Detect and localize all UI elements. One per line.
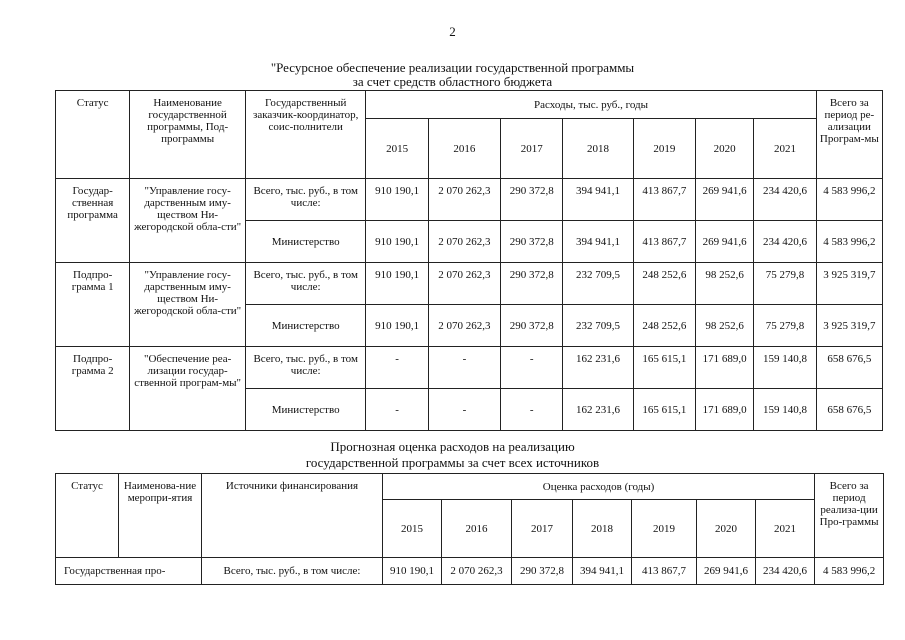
- header-program-name: Наименование государственной программы, Под-программы: [130, 91, 246, 179]
- value-cell: 232 709,5: [563, 305, 633, 347]
- value-cell: 910 190,1: [383, 558, 442, 585]
- header-status: Статус: [56, 91, 130, 179]
- value-cell: 75 279,8: [754, 305, 816, 347]
- value-cell: 910 190,1: [366, 179, 428, 221]
- year-header: 2016: [442, 500, 512, 558]
- year-header: 2019: [632, 500, 697, 558]
- forecast-table: [55, 473, 884, 585]
- total-cell: 4 583 996,2: [816, 221, 882, 263]
- table2-title-line2: государственной программы за счет всех источников: [305, 455, 600, 470]
- value-cell: 2 070 262,3: [428, 305, 500, 347]
- value-cell: 248 252,6: [633, 305, 695, 347]
- value-cell: -: [366, 347, 428, 389]
- value-cell: 159 140,8: [754, 347, 816, 389]
- year-header: 2020: [697, 500, 756, 558]
- year-header: 2018: [563, 119, 633, 179]
- program-name-cell: "Обеспечение реа-лизации государ-ственной програм-мы": [130, 347, 246, 431]
- value-cell: 165 615,1: [633, 347, 695, 389]
- total-cell: 3 925 319,7: [816, 305, 882, 347]
- value-cell: 75 279,8: [754, 263, 816, 305]
- value-cell: 98 252,6: [696, 305, 754, 347]
- total-cell: 658 676,5: [816, 347, 882, 389]
- header-status: Статус: [56, 474, 119, 558]
- value-cell: 290 372,8: [501, 221, 563, 263]
- status-cell: Подпро-грамма 1: [56, 263, 130, 347]
- resource-table: [55, 90, 883, 431]
- program-name-cell: "Управление госу-дарственным иму-ществом Ни-жегородской обла-сти": [130, 263, 246, 347]
- value-cell: 171 689,0: [696, 389, 754, 431]
- value-cell: 413 867,7: [633, 221, 695, 263]
- value-cell: 2 070 262,3: [428, 221, 500, 263]
- header-customer: Государственный заказчик-координатор, соис-полнители: [245, 91, 366, 179]
- table1-title-line2: за счет средств областного бюджета: [352, 74, 553, 89]
- year-header: 2015: [383, 500, 442, 558]
- customer-cell: Всего, тыс. руб., в том числе:: [245, 347, 366, 389]
- value-cell: 232 709,5: [563, 263, 633, 305]
- year-header: 2021: [756, 500, 815, 558]
- header-estimate: Оценка расходов (годы): [383, 474, 815, 500]
- value-cell: 394 941,1: [563, 179, 633, 221]
- table2-title-line1: Прогнозная оценка расходов на реализацию: [330, 439, 575, 454]
- value-cell: 2 070 262,3: [428, 179, 500, 221]
- page-number: 2: [449, 24, 456, 39]
- funding-source-cell: Всего, тыс. руб., в том числе:: [202, 558, 383, 585]
- value-cell: -: [428, 389, 500, 431]
- customer-cell: Всего, тыс. руб., в том числе:: [245, 179, 366, 221]
- value-cell: 269 941,6: [696, 179, 754, 221]
- value-cell: -: [501, 389, 563, 431]
- value-cell: 290 372,8: [512, 558, 573, 585]
- year-header: 2015: [366, 119, 428, 179]
- value-cell: 234 420,6: [754, 179, 816, 221]
- value-cell: 165 615,1: [633, 389, 695, 431]
- value-cell: 413 867,7: [632, 558, 697, 585]
- status-cell: Подпро-грамма 2: [56, 347, 130, 431]
- value-cell: 234 420,6: [754, 221, 816, 263]
- value-cell: -: [428, 347, 500, 389]
- year-header: 2019: [633, 119, 695, 179]
- customer-cell: Министерство: [245, 305, 366, 347]
- value-cell: -: [366, 389, 428, 431]
- value-cell: 413 867,7: [633, 179, 695, 221]
- customer-cell: Министерство: [245, 389, 366, 431]
- value-cell: 910 190,1: [366, 305, 428, 347]
- table-row: [56, 179, 883, 221]
- total-cell: 3 925 319,7: [816, 263, 882, 305]
- year-header: 2020: [696, 119, 754, 179]
- total-cell: 4 583 996,2: [815, 558, 884, 585]
- header-funding-source: Источники финансирования: [202, 474, 383, 558]
- value-cell: 394 941,1: [563, 221, 633, 263]
- total-cell: 4 583 996,2: [816, 179, 882, 221]
- value-cell: 910 190,1: [366, 221, 428, 263]
- table-row: [56, 263, 883, 305]
- value-cell: 98 252,6: [696, 263, 754, 305]
- value-cell: 269 941,6: [697, 558, 756, 585]
- value-cell: 269 941,6: [696, 221, 754, 263]
- value-cell: 910 190,1: [366, 263, 428, 305]
- program-name-cell: "Управление госу-дарственным иму-ществом Ни-жегородской обла-сти": [130, 179, 246, 263]
- total-cell: 658 676,5: [816, 389, 882, 431]
- value-cell: 162 231,6: [563, 347, 633, 389]
- value-cell: 394 941,1: [573, 558, 632, 585]
- year-header: 2016: [428, 119, 500, 179]
- value-cell: 2 070 262,3: [442, 558, 512, 585]
- year-header: 2021: [754, 119, 816, 179]
- customer-cell: Всего, тыс. руб., в том числе:: [245, 263, 366, 305]
- header-total: Всего за период ре-ализации Програм-мы: [816, 91, 882, 179]
- year-header: 2018: [573, 500, 632, 558]
- status-cell: Государ-ственная программа: [56, 179, 130, 263]
- year-header: 2017: [501, 119, 563, 179]
- value-cell: 234 420,6: [756, 558, 815, 585]
- value-cell: 171 689,0: [696, 347, 754, 389]
- table1-title-line1: "Ресурсное обеспечение реализации государственной программы: [270, 60, 635, 75]
- year-header: 2017: [512, 500, 573, 558]
- value-cell: 290 372,8: [501, 179, 563, 221]
- status-cell: Государственная про-: [56, 558, 202, 585]
- value-cell: 290 372,8: [501, 263, 563, 305]
- value-cell: 290 372,8: [501, 305, 563, 347]
- header-total: Всего за период реализа-ции Про-граммы: [815, 474, 884, 558]
- header-activity-name: Наименова-ние меропри-ятия: [119, 474, 202, 558]
- value-cell: -: [501, 347, 563, 389]
- value-cell: 162 231,6: [563, 389, 633, 431]
- value-cell: 2 070 262,3: [428, 263, 500, 305]
- value-cell: 248 252,6: [633, 263, 695, 305]
- header-expenses: Расходы, тыс. руб., годы: [366, 91, 816, 119]
- table-row: [56, 347, 883, 389]
- customer-cell: Министерство: [245, 221, 366, 263]
- value-cell: 159 140,8: [754, 389, 816, 431]
